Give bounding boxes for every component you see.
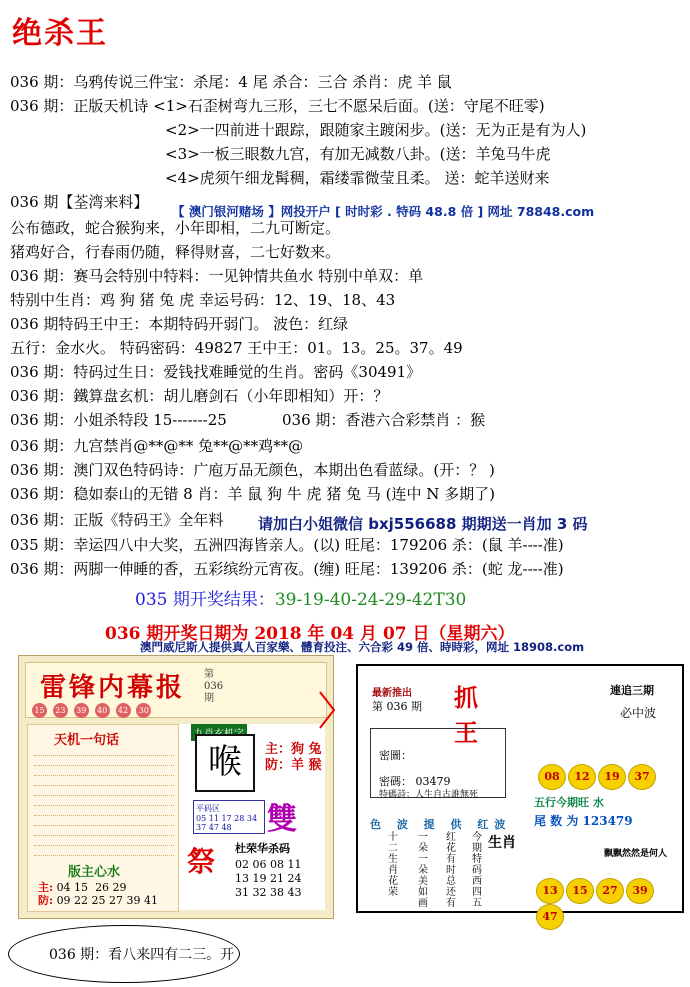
result-numbers: 39-19-40-24-29-42T30: [274, 590, 467, 610]
banzhu-numbers: 主: 04 15 26 29 防: 09 22 25 27 39 41: [38, 881, 159, 907]
xuanji-column: [179, 724, 325, 910]
zhu-fang: 主：狗 兔 防：羊 猴: [265, 742, 322, 773]
text-line: 036 期：赛马会特别中特料：一见钟情共鱼水 特别中单双：单: [10, 267, 424, 285]
result-label: 035 期开奖结果：: [135, 590, 275, 610]
number-ball: 23: [53, 703, 68, 718]
ball-row: [536, 878, 682, 930]
text-line: 036 期：澳门双色特码诗：广庖万品无颜色，本期出色看蓝绿。(开：？ ): [10, 461, 495, 479]
ball-row: [32, 703, 154, 718]
text-line: 036 期：正版天机诗 <1>石歪树弯九三形，三七不愿呆后面。(送：守尾不旺零): [10, 97, 545, 115]
bubble-text: 036 期：看八来四有二三。开: [49, 947, 235, 963]
text-line: <3>一板三眼数九宫，有加无减数八卦。(送：羊兔马牛虎: [165, 145, 551, 163]
number-ball: 40: [95, 703, 110, 718]
arrow-icon: [318, 690, 336, 730]
text-line: <4>虎须午细龙髯稠，霜缕霏微莹且柔。 送：蛇羊送财来: [165, 169, 550, 187]
number-ball: 19: [598, 764, 626, 790]
text-line: 猪鸡好合，行春雨仍随，释得财喜，二七好数来。: [10, 243, 341, 261]
hou-glyph: 喉: [195, 734, 255, 792]
issue-number: 第036期: [204, 669, 224, 704]
masthead-title: 雷锋内幕报: [40, 673, 186, 703]
text-line: 036 期特码王中王：本期特码开弱门。 波色：红绿: [10, 315, 349, 333]
text-line: 036 期：九宫禁肖@**@** 兔**@**鸡**@: [10, 437, 304, 455]
number-ball: 39: [74, 703, 89, 718]
must-win-label: 必中波: [620, 706, 657, 720]
number-ball: 39: [626, 878, 654, 904]
text-line: 036 期：两脚一伸睡的香，五彩缤纷元宵夜。(缠) 旺尾：139206 杀：(蛇 龙----准): [10, 560, 564, 578]
color-wave: 色 波 提 供 红波: [370, 818, 512, 831]
text-line: 特别中生肖：鸡 狗 猪 兔 虎 幸运号码：12、19、18、43: [10, 291, 396, 309]
paper-title: 抓 王: [454, 683, 538, 747]
number-ball: 27: [596, 878, 624, 904]
number-ball: 47: [536, 904, 564, 930]
tianji-column: [27, 724, 179, 912]
page-title: 绝杀王: [12, 16, 108, 51]
banzhu-heading: 版主心水: [68, 865, 121, 880]
right-newspaper-image: [356, 664, 684, 923]
ji-glyph: 祭: [187, 845, 216, 878]
text-line: 036 期：乌鸦传说三件宝：杀尾：4 尾 杀合：三合 杀肖：虎 羊 鼠: [10, 73, 452, 91]
text-line: 036 期：鐵算盘玄机：胡儿磨剑石（小年即相知）开：？: [10, 387, 389, 405]
number-ball: 37: [628, 764, 656, 790]
code-box: 密圖： 密碼： 03479 特碼詩：人生自古誰無死: [370, 728, 506, 798]
text-line: 036 期【荃湾来料】: [10, 193, 149, 211]
vertical-text: 红花有时总还有: [446, 832, 456, 909]
speech-bubble: [8, 925, 240, 983]
riddle-label: 飘飘然然是何人: [604, 849, 668, 859]
shuang-glyph: 雙: [267, 802, 297, 837]
text-line: 036 期：香港六合彩禁肖 ：猴: [282, 411, 486, 429]
text-line: 036 期：稳如泰山的无错 8 肖：羊 鼠 狗 牛 虎 猪 兔 马 (连中 N 多期了): [10, 485, 495, 503]
text-line: 036 期：正版《特码王》全年料: [10, 511, 224, 529]
tail-number: 尾 数 为 123479: [534, 814, 633, 828]
consecutive-label: 連追三期: [610, 684, 654, 697]
tianji-heading: 天机一句话: [54, 733, 120, 748]
number-ball: 12: [568, 764, 596, 790]
new-label: 最新推出: [372, 688, 412, 699]
number-ball: 42: [116, 703, 131, 718]
zodiac-label: 生肖: [488, 835, 516, 851]
issue-number: 第 036 期: [372, 700, 422, 713]
masthead: [25, 662, 327, 718]
pingma-box: 平码区 05 11 17 28 34 37 47 48: [193, 800, 265, 834]
text-line: 五行：金水火。 特码密码：49827 王中王：01。13。25。37。49: [10, 339, 463, 357]
draw-date: 036 期开奖日期为 2018 年 04 月 07 日（星期六）: [105, 624, 515, 644]
number-ball: 30: [136, 703, 151, 718]
text-line: 036 期：小姐杀特段 15-------25: [10, 411, 227, 429]
draw-result: [135, 585, 466, 610]
ad-banner-bottom[interactable]: 澳門威尼斯人提供真人百家樂、體育投注、六合彩 49 倍、時時彩，网址 18908.com: [140, 640, 585, 654]
text-line: 036 期：特码过生日：爱钱找难睡觉的生肖。密码《30491》: [10, 363, 422, 381]
text-line: 035 期：幸运四八中大奖，五洲四海皆亲人。(以) 旺尾：179206 杀：(鼠 羊----准): [10, 536, 564, 554]
wechat-banner: 请加白小姐微信 bxj556688 期期送一肖加 3 码: [258, 515, 588, 533]
number-ball: 15: [566, 878, 594, 904]
vertical-text: 今期特码西四五: [472, 832, 482, 909]
left-newspaper-image: [18, 655, 334, 919]
tianji-rows: [34, 747, 174, 857]
text-line: 公布德政，蛇合猴狗来，小年即相，二九可断定。: [10, 219, 341, 237]
wuxing-label: 五行今期旺 水: [534, 796, 604, 809]
text-line: <2>一四前进十跟踪，跟随家主踱闲步。(送：无为正是有为人): [165, 121, 587, 139]
killer-grid: 杜荣华杀码 02 06 08 11 13 19 21 24 31 32 38 43: [235, 842, 302, 899]
number-ball: 15: [32, 703, 47, 718]
number-ball: 08: [538, 764, 566, 790]
vertical-text: 一朵一朵美如画: [418, 832, 428, 909]
number-ball: 13: [536, 878, 564, 904]
ball-row: [538, 764, 658, 790]
vertical-text: 十二生肖花荣: [388, 832, 398, 898]
ad-banner-top[interactable]: 【 澳门银河赌场 】网投开户 [ 时时彩 . 特码 48.8 倍 ] 网址 78848.com: [172, 204, 595, 219]
